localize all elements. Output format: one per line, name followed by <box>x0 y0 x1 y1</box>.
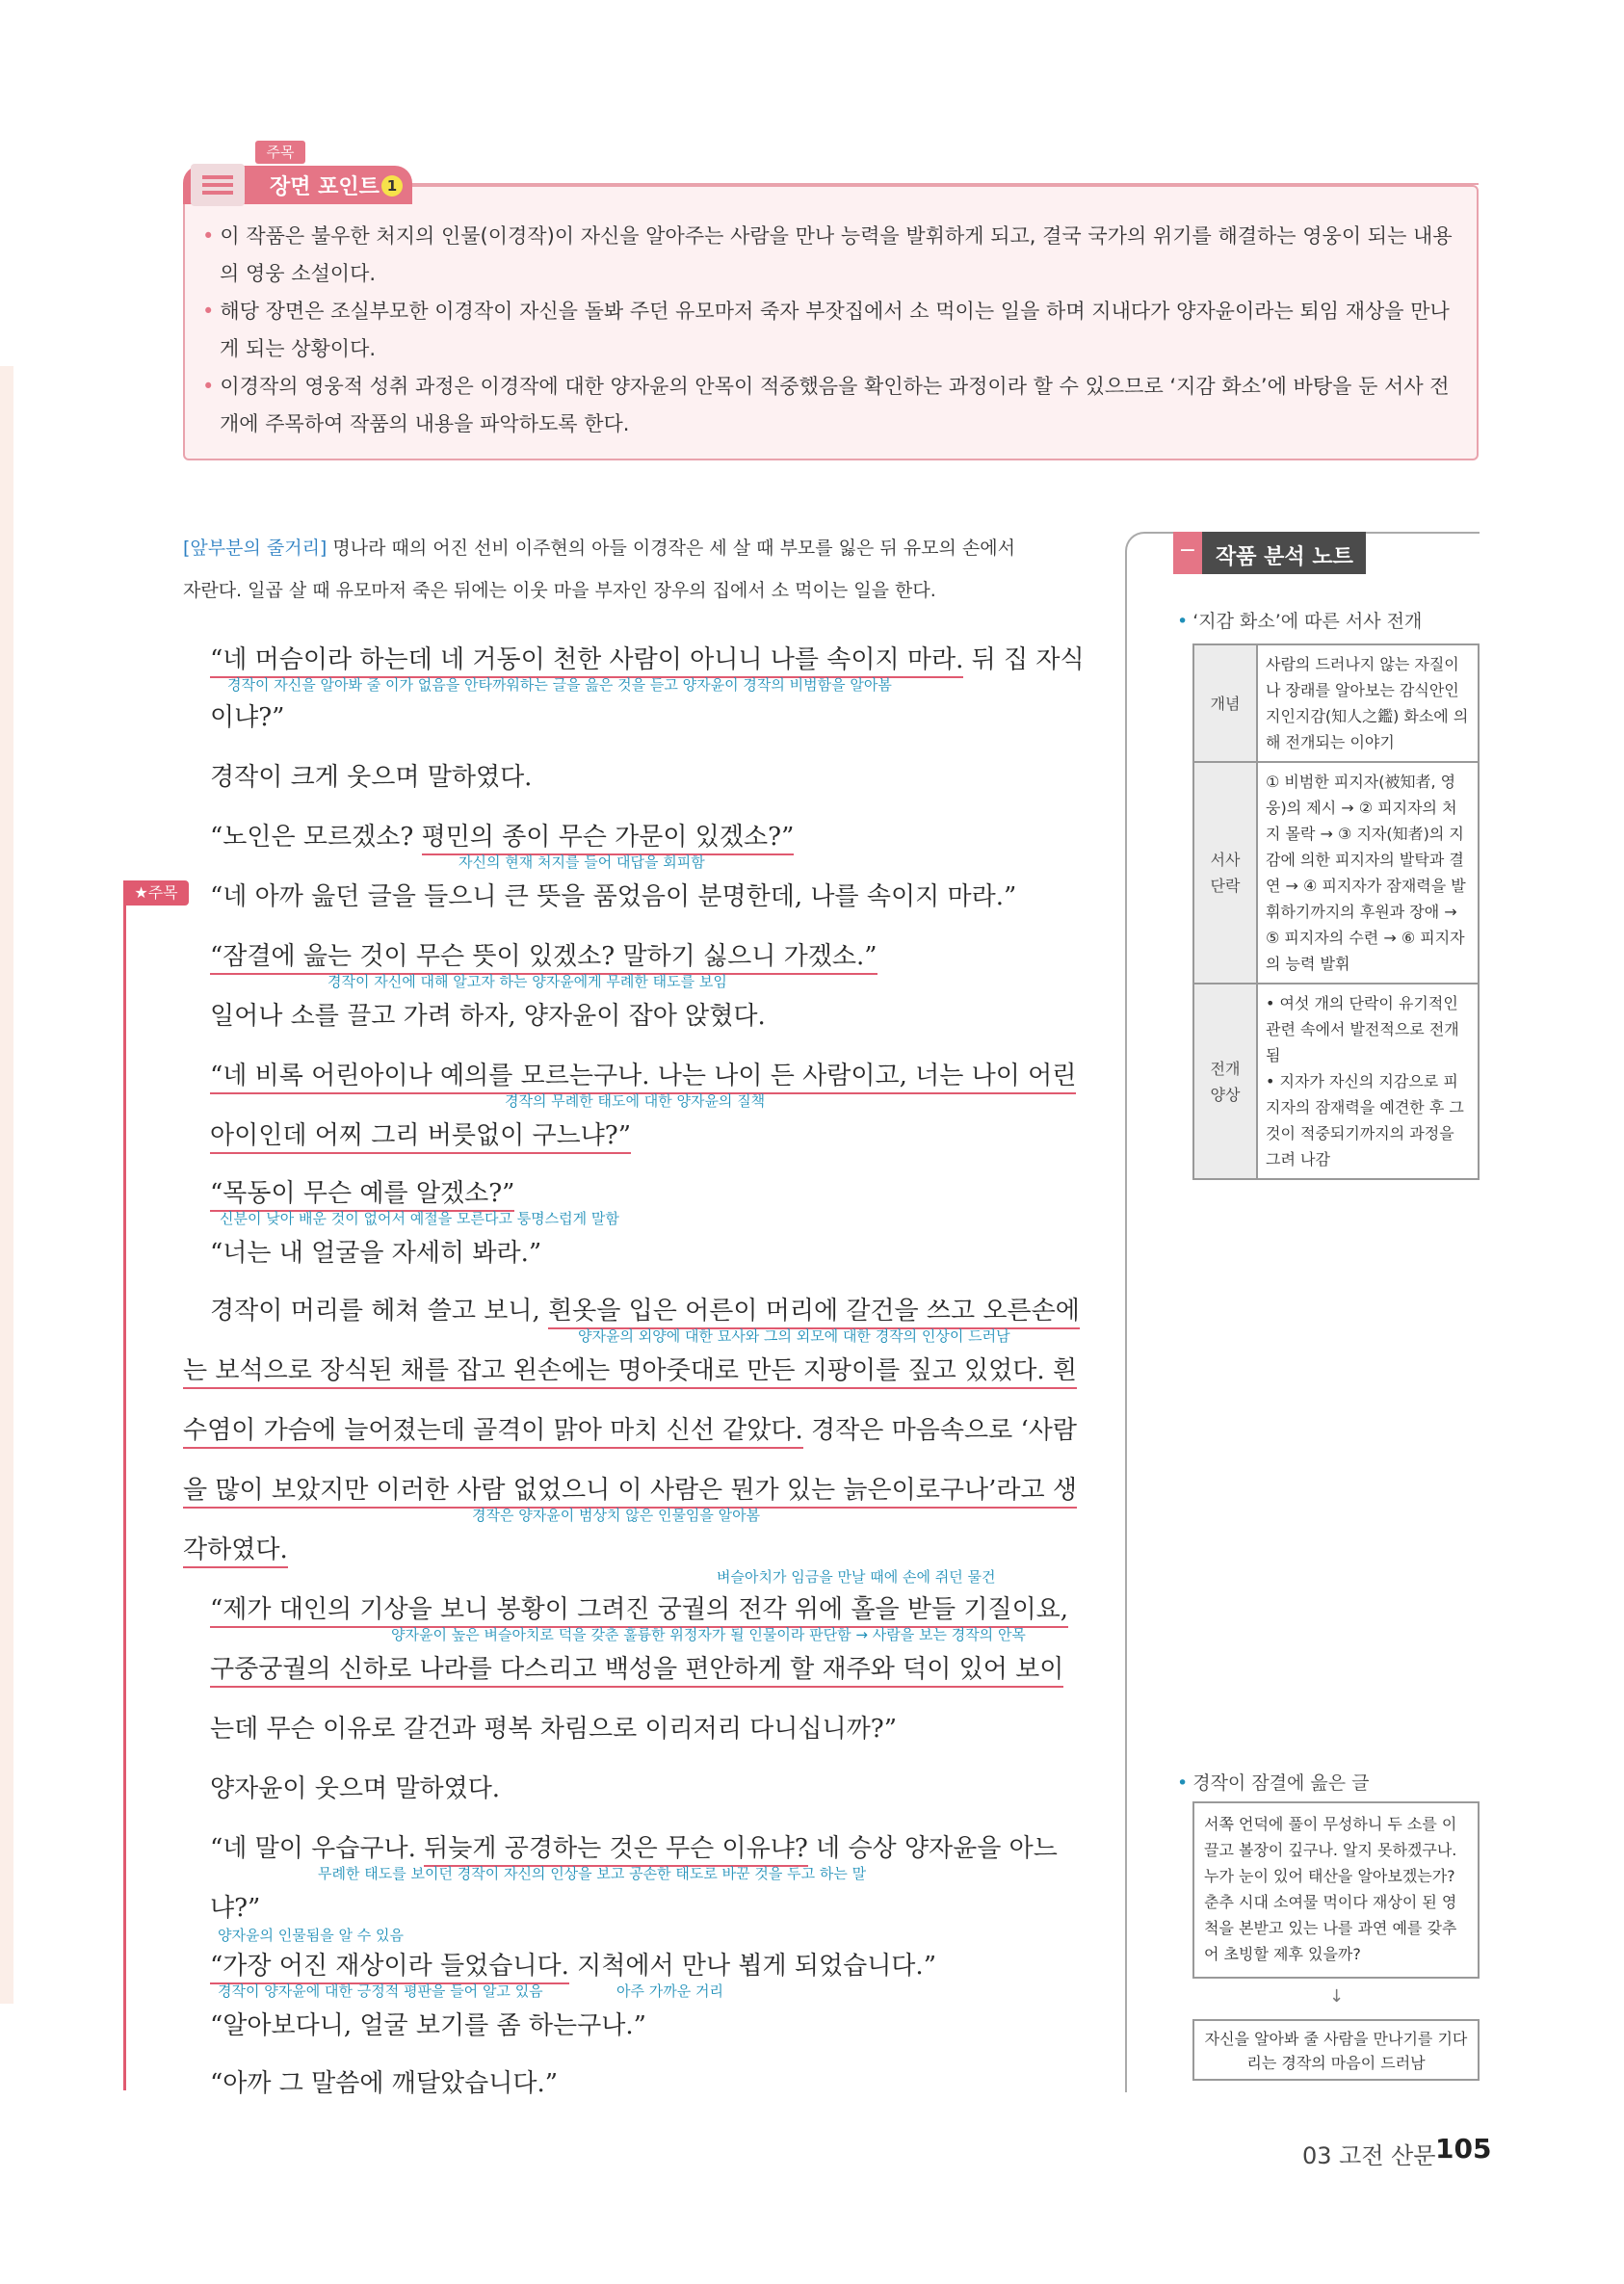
bullet-icon: • <box>1177 611 1189 632</box>
bullet-icon: • <box>202 375 215 398</box>
dialogue-line: “목동이 무슨 예를 알겠소?” <box>210 1173 514 1209</box>
point-item: • 해당 장면은 조실부모한 이경작이 자신을 돌봐 주던 유모마저 죽자 부잣집에서 소 먹이는 일을 하며 지내다가 양자윤이라는 퇴임 재상을 만나 <box>202 300 1450 323</box>
point-item-cont: 의 영웅 소설이다. <box>220 262 377 285</box>
narration-line: 을 많이 보았지만 이러한 사람 없었으니 이 사람은 뭔가 있는 늙은이로구나’라고 생 <box>183 1470 1077 1506</box>
star-focus-tag: ★주목 <box>123 880 189 906</box>
dialogue-line: 구중궁궐의 신하로 나라를 다스리고 백성을 편안하게 할 재주와 덕이 있어 보이 <box>210 1649 1063 1685</box>
narration-line: 양자윤이 웃으며 말하였다. <box>210 1774 501 1803</box>
annotation: 자신의 현재 처지를 들어 대답을 회피함 <box>458 853 705 871</box>
bullet-icon: • <box>202 224 215 248</box>
table-row <box>1193 644 1479 762</box>
annotation: 경작이 자신을 알아봐 줄 이가 없음을 안타까워하는 글을 읊은 것을 듣고 양자윤이 경작의 비범함을 알아봄 <box>227 676 892 694</box>
bullet-icon: • <box>202 300 215 323</box>
annotation: 아주 가까운 거리 <box>616 1982 723 2000</box>
annotation: 벼슬아치가 임금을 만날 때에 손에 쥐던 물건 <box>717 1568 996 1586</box>
sidebar-heading: • 경작이 잠결에 읊은 글 <box>1177 1772 1370 1794</box>
point-item: • 이경작의 영웅적 성취 과정은 이경작에 대한 양자윤의 안목이 적중했음을 확인하는 과정이라 할 수 있으므로 ‘지감 화소’에 바탕을 둔 서사 전 <box>202 375 1450 398</box>
dialogue-line: “제가 대인의 기상을 보니 봉황이 그려진 궁궐의 전각 위에 홀을 받들 기질이요, <box>210 1589 1068 1625</box>
bullet-icon: • <box>1177 1772 1189 1794</box>
table-row <box>1193 762 1479 984</box>
annotation: 경작이 양자윤에 대한 긍정적 평판을 들어 알고 있음 <box>218 1982 543 2000</box>
list-icon <box>191 164 245 206</box>
row-key: 서사 단락 <box>1193 762 1257 984</box>
narration-line: 각하였다. <box>183 1530 288 1565</box>
annotation: 양자윤의 외양에 대한 묘사와 그의 외모에 대한 경작의 인상이 드러남 <box>578 1327 1010 1345</box>
annotation: 무례한 태도를 보이던 경작이 자신의 인상을 보고 공손한 태도로 바꾼 것을 두고 하는 말 <box>318 1865 867 1882</box>
section-label: 03 고전 산문 <box>1302 2142 1436 2169</box>
dialogue-line: “아까 그 말씀에 깨달았습니다.” <box>210 2069 559 2098</box>
row-key: 전개 양상 <box>1193 984 1257 1179</box>
scene-point-title: 장면 포인트 <box>270 175 380 199</box>
annotation: 경작의 무례한 태도에 대한 양자윤의 질책 <box>505 1092 766 1110</box>
analysis-note-title: 작품 분석 노트 <box>1216 545 1353 569</box>
narration-line: 는 보석으로 장식된 채를 잡고 왼손에는 명아줏대로 만든 지팡이를 짚고 있었다. 흰 <box>183 1351 1077 1386</box>
annotation: 경작이 자신에 대해 알고자 하는 양자윤에게 무례한 태도를 보임 <box>327 973 727 990</box>
dialogue-line: “잠결에 읊는 것이 무슨 뜻이 있겠소? 말하기 싫으니 가겠소.” <box>210 936 877 972</box>
point-item-cont: 개에 주목하여 작품의 내용을 파악하도록 한다. <box>220 412 630 435</box>
narration-line: 수염이 가슴에 늘어졌는데 골격이 맑아 마치 신선 같았다. 경작은 마음속으로 ‘사람 <box>183 1410 1077 1446</box>
dialogue-line: “너는 내 얼굴을 자세히 봐라.” <box>210 1239 542 1268</box>
point-divider <box>412 183 1479 185</box>
row-value: • 여섯 개의 단락이 유기적인 관련 속에서 발전적으로 전개됨 • 지자가 자신의 지감으로 피지자의 잠재력을 예견한 후 그것이 적중되기까지의 과정을 그려 나감 <box>1257 984 1479 1179</box>
point-item-cont: 게 되는 상황이다. <box>220 337 377 360</box>
focus-tag: 주목 <box>255 141 305 164</box>
poem-box: 서쪽 언덕에 풀이 무성하니 두 소를 이끌고 볼장이 깊구나. 알지 못하겠구나. 누가 눈이 있어 태산을 알아보겠는가? 춘추 시대 소여물 먹이다 재상이 된 영척을 본받고 있는 나를 과연 예를 갖추어 초빙할 제후 있을까? <box>1192 1801 1480 1979</box>
narrative-table <box>1192 643 1480 1180</box>
narration-line: 일어나 소를 끌고 가려 하자, 양자윤이 잡아 앉혔다. <box>210 1002 766 1031</box>
dialogue-line: “알아보다니, 얼굴 보기를 좀 하는구나.” <box>210 2011 646 2040</box>
narration-line: 경작이 크게 웃으며 말하였다. <box>210 763 533 792</box>
table-row <box>1193 984 1479 1179</box>
summary-box: 자신을 알아봐 줄 사람을 만나기를 기다리는 경작의 마음이 드러남 <box>1192 2019 1480 2081</box>
dialogue-line: “가장 어진 재상이라 들었습니다. 지척에서 만나 뵙게 되었습니다.” <box>210 1946 936 1982</box>
annotation: 양자윤의 인물됨을 알 수 있음 <box>218 1927 404 1944</box>
dialogue-line: “노인은 모르겠소? 평민의 종이 무슨 가문이 있겠소?” <box>210 817 794 853</box>
page-edge-strip <box>0 366 13 2004</box>
narration-line: 경작이 머리를 헤쳐 쓸고 보니, 흰옷을 입은 어른이 머리에 갈건을 쓰고 오른손에 <box>210 1291 1080 1326</box>
focus-rail <box>123 886 126 2090</box>
row-value: ① 비범한 피지자(被知者, 영웅)의 제시 → ② 피지자의 처지 몰락 → ③ 지자(知者)의 지감에 의한 피지자의 발탁과 결연 → ④ 피지자가 잠재력을 발휘하기까지의 후원과 장애 → ⑤ 피지자의 수련 → ⑥ 피지자의 능력 발휘 <box>1257 762 1479 984</box>
dialogue-line: “네 말이 우습구나. 뒤늦게 공경하는 것은 무슨 이유냐? 네 승상 양자윤을 아느 <box>210 1828 1058 1864</box>
summary-tag: [앞부분의 줄거리] <box>183 538 327 559</box>
arrow-down-icon: ↓ <box>1329 1986 1345 2007</box>
plot-summary-line: 자란다. 일곱 살 때 유모마저 죽은 뒤에는 이웃 마을 부자인 장우의 집에서 소 먹이는 일을 한다. <box>183 580 936 601</box>
scene-point-number: 1 <box>381 175 403 197</box>
dialogue-line: “네 아까 읊던 글을 들으니 큰 뜻을 품었음이 분명한데, 나를 속이지 마라.” <box>210 882 1017 911</box>
annotation: 경작은 양자윤이 범상치 않은 인물임을 알아봄 <box>472 1507 761 1524</box>
dialogue-line: 는데 무슨 이유로 갈건과 평복 차림으로 이리저리 다니십니까?” <box>210 1715 897 1744</box>
dialogue-line: 아이인데 어찌 그리 버릇없이 구느냐?” <box>210 1116 631 1151</box>
plot-summary-line: [앞부분의 줄거리] 명나라 때의 어진 선비 이주현의 아들 이경작은 세 살 때 부모를 잃은 뒤 유모의 손에서 <box>183 538 1015 559</box>
point-item: • 이 작품은 불우한 처지의 인물(이경작)이 자신을 알아주는 사람을 만나 능력을 발휘하게 되고, 결국 국가의 위기를 해결하는 영웅이 되는 내용 <box>202 224 1453 248</box>
row-value: 사람의 드러나지 않는 자질이나 장래를 알아보는 감식안인 지인지감(知人之鑑) 화소에 의해 전개되는 이야기 <box>1257 644 1479 762</box>
page-number: 105 <box>1435 2133 1492 2165</box>
row-key: 개념 <box>1193 644 1257 762</box>
dialogue-line: 냐?” <box>210 1894 261 1923</box>
dialogue-line: 이냐?” <box>210 703 285 732</box>
dialogue-line: “네 머슴이라 하는데 네 거동이 천한 사람이 아니니 나를 속이지 마라. 뒤 집 자식 <box>210 640 1085 675</box>
sidebar-heading: • ‘지감 화소’에 따른 서사 전개 <box>1177 611 1423 632</box>
annotation: 양자윤이 높은 벼슬아치로 덕을 갖춘 훌륭한 위정자가 될 인물이라 판단함 → 사람을 보는 경작의 안목 <box>391 1626 1026 1643</box>
note-accent-icon: − <box>1173 532 1202 574</box>
annotation: 신분이 낮아 배운 것이 없어서 예절을 모른다고 퉁명스럽게 말함 <box>220 1210 619 1227</box>
dialogue-line: “네 비록 어린아이나 예의를 모르는구나. 나는 나이 든 사람이고, 너는 나이 어린 <box>210 1056 1076 1091</box>
